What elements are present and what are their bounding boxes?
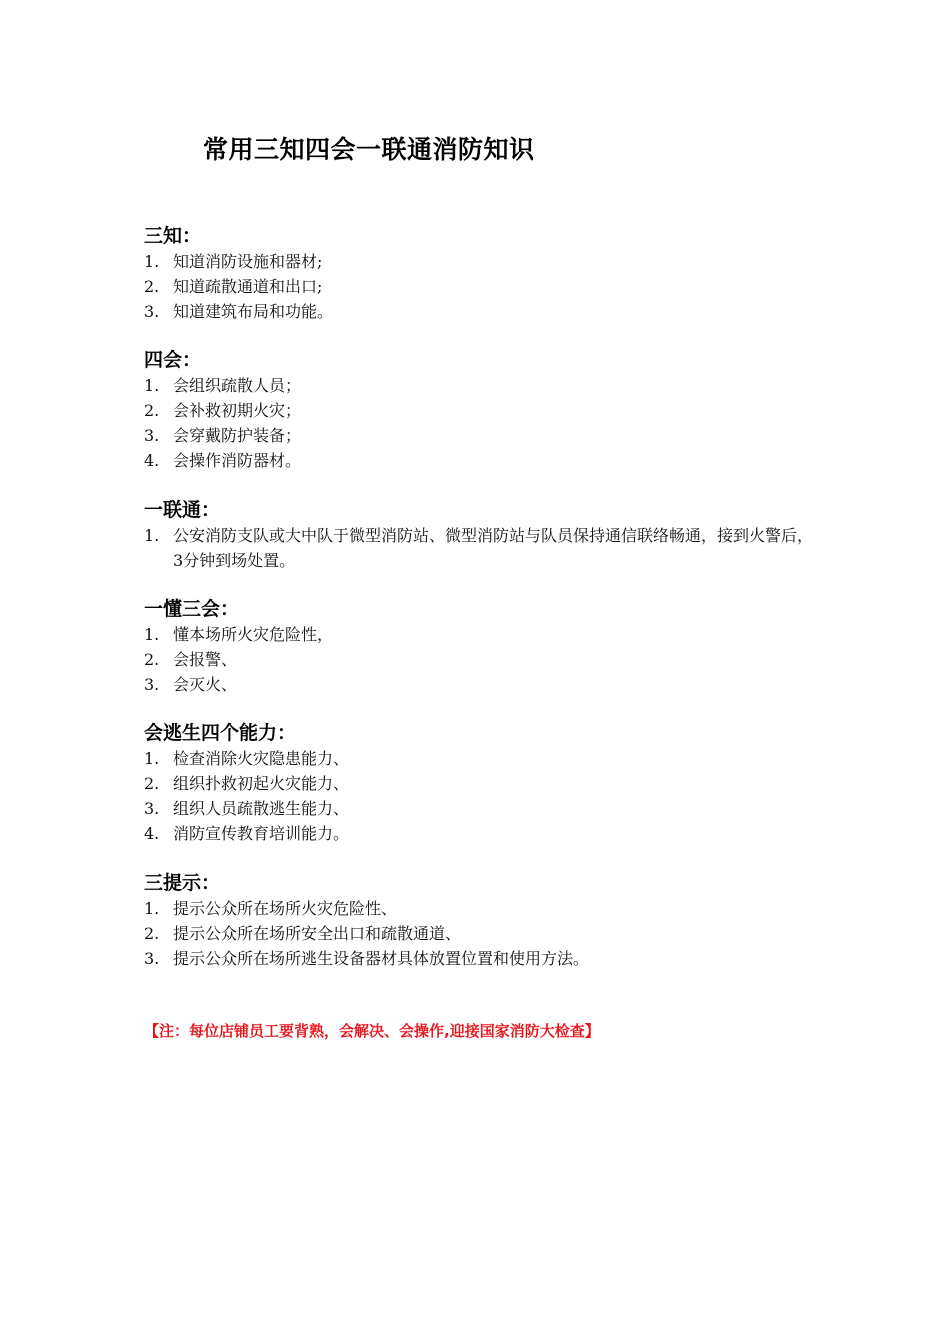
red-notice: 【注：每位店铺员工要背熟，会解决、会操作,迎接国家消防大检查】 xyxy=(144,1022,600,1040)
list-item xyxy=(144,249,824,274)
item-text: 提示公众所在场所安全出口和疏散通道、 xyxy=(173,924,462,943)
item-number: 2. xyxy=(144,924,160,943)
document-title: 常用三知四会一联通消防知识 xyxy=(203,135,535,164)
section-heading: 一懂三会： xyxy=(144,598,240,620)
item-number: 1. xyxy=(144,252,160,271)
item-text: 组织扑救初起火灾能力、 xyxy=(173,774,350,793)
item-text: 组织人员疏散逃生能力、 xyxy=(173,799,350,818)
item-text: 会补救初期火灾； xyxy=(173,401,302,420)
section-heading: 四会： xyxy=(144,349,202,371)
list-item xyxy=(144,796,824,821)
list-item xyxy=(144,746,824,771)
item-text: 提示公众所在场所逃生设备器材具体放置位置和使用方法。 xyxy=(173,949,590,968)
item-text: 会穿戴防护装备； xyxy=(173,426,302,445)
section-yi-lian-tong xyxy=(144,497,824,573)
item-number: 3. xyxy=(144,302,160,321)
item-text: 知道建筑布局和功能。 xyxy=(173,302,334,321)
item-text: 会组织疏散人员； xyxy=(173,376,302,395)
list-item xyxy=(144,523,824,573)
item-text: 公安消防支队或大中队于微型消防站、微型消防站与队员保持通信联络畅通，接到火警后，3分钟到场处置。 xyxy=(173,526,814,570)
list-item xyxy=(144,647,824,672)
item-number: 2. xyxy=(144,650,160,669)
list-item xyxy=(144,771,824,796)
item-text: 提示公众所在场所火灾危险性、 xyxy=(173,899,398,918)
section-si-hui xyxy=(144,347,824,473)
list-item xyxy=(144,274,824,299)
list-item xyxy=(144,299,824,324)
item-number: 4. xyxy=(144,824,160,843)
section-heading: 三提示： xyxy=(144,872,221,894)
list-item xyxy=(144,672,824,697)
item-number: 3. xyxy=(144,426,160,445)
section-yi-dong-san-hui xyxy=(144,596,824,697)
item-number: 2. xyxy=(144,774,160,793)
item-number: 3. xyxy=(144,799,160,818)
item-text: 知道疏散通道和出口; xyxy=(173,277,323,296)
item-number: 1. xyxy=(144,625,160,644)
item-text: 懂本场所火灾危险性， xyxy=(173,625,334,644)
item-number: 4. xyxy=(144,451,160,470)
list-item xyxy=(144,946,824,971)
list-item xyxy=(144,896,824,921)
item-text: 检查消除火灾隐患能力、 xyxy=(173,749,350,768)
list-item xyxy=(144,423,824,448)
item-number: 3. xyxy=(144,675,160,694)
item-number: 1. xyxy=(144,526,160,545)
item-text: 知道消防设施和器材; xyxy=(173,252,323,271)
item-number: 1. xyxy=(144,376,160,395)
item-number: 2. xyxy=(144,277,160,296)
section-heading: 一联通： xyxy=(144,499,221,521)
list-item xyxy=(144,622,824,647)
list-item xyxy=(144,921,824,946)
section-san-ti-shi xyxy=(144,870,824,971)
item-number: 3. xyxy=(144,949,160,968)
item-text: 会操作消防器材。 xyxy=(173,451,302,470)
item-number: 2. xyxy=(144,401,160,420)
list-item xyxy=(144,821,824,846)
item-number: 1. xyxy=(144,749,160,768)
item-number: 1. xyxy=(144,899,160,918)
list-item xyxy=(144,398,824,423)
item-text: 会报警、 xyxy=(173,650,238,669)
item-text: 会灭火、 xyxy=(173,675,238,694)
section-escape-abilities xyxy=(144,720,824,846)
section-heading: 会逃生四个能力： xyxy=(144,722,297,744)
section-heading: 三知： xyxy=(144,225,202,247)
section-san-zhi xyxy=(144,223,824,324)
list-item xyxy=(144,373,824,398)
list-item xyxy=(144,448,824,473)
item-text: 消防宣传教育培训能力。 xyxy=(173,824,350,843)
